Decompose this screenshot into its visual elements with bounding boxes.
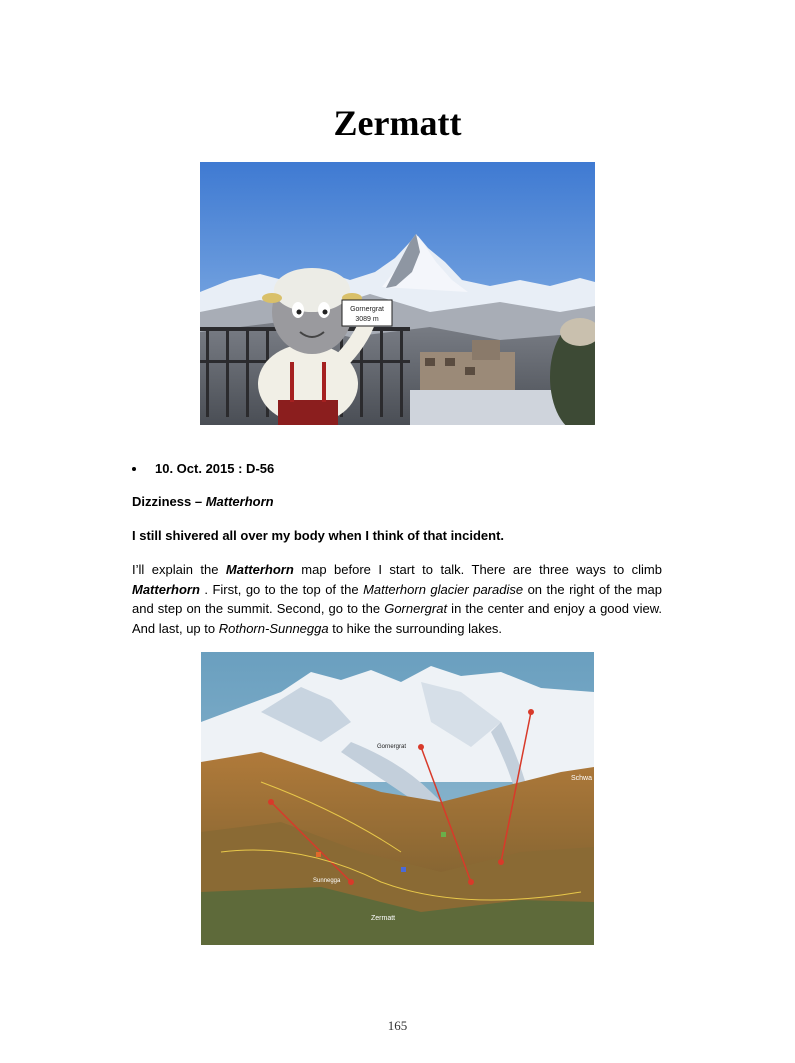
entry-heading-prefix: Dizziness – [132, 494, 206, 509]
paragraph-place: Rothorn-Sunnegga [218, 620, 329, 636]
matterhorn-photo [200, 162, 595, 425]
paragraph-text: map before I start to talk. There are three ways to climb [293, 562, 662, 577]
paragraph-place: Matterhorn glacier paradise [363, 581, 524, 597]
zermatt-panorama-map [201, 652, 594, 945]
entry-date-text: 10. Oct. 2015 : D-56 [155, 461, 275, 476]
paragraph-keyword: Matterhorn [132, 581, 200, 597]
sign-line-1: Gornergrat [350, 306, 384, 313]
map-label-zermatt: Zermatt [371, 915, 396, 922]
entry-paragraph [132, 560, 662, 638]
entry-date [132, 460, 274, 478]
entry-lead: I still shivered all over my body when I think of that incident. [132, 528, 505, 543]
paragraph-text: to hike the surrounding lakes. [328, 620, 503, 636]
paragraph-text: on the right of the map and step on the summit. Second, go to the [132, 581, 663, 616]
paragraph-text: in the center and enjoy a good view. And last, up to [132, 601, 662, 636]
page-number: 165 [387, 1018, 408, 1033]
paragraph-keyword: Matterhorn [225, 562, 294, 577]
sign-line-2: 3089 m [355, 316, 379, 323]
paragraph-text: I’ll explain the [132, 562, 226, 577]
bullet-dot [132, 467, 136, 471]
map-label-sunnegga: Sunnegga [313, 878, 341, 884]
map-label-schwarzsee: Schwa [571, 775, 593, 782]
entry-heading-place: Matterhorn [205, 494, 274, 509]
paragraph-place: Gornergrat [384, 601, 448, 616]
paragraph-text: . First, go to the top of the [199, 581, 364, 597]
entry-heading [132, 492, 662, 511]
page-title: Zermatt [333, 103, 462, 143]
map-label-gornergrat: Gornergrat [377, 744, 407, 750]
